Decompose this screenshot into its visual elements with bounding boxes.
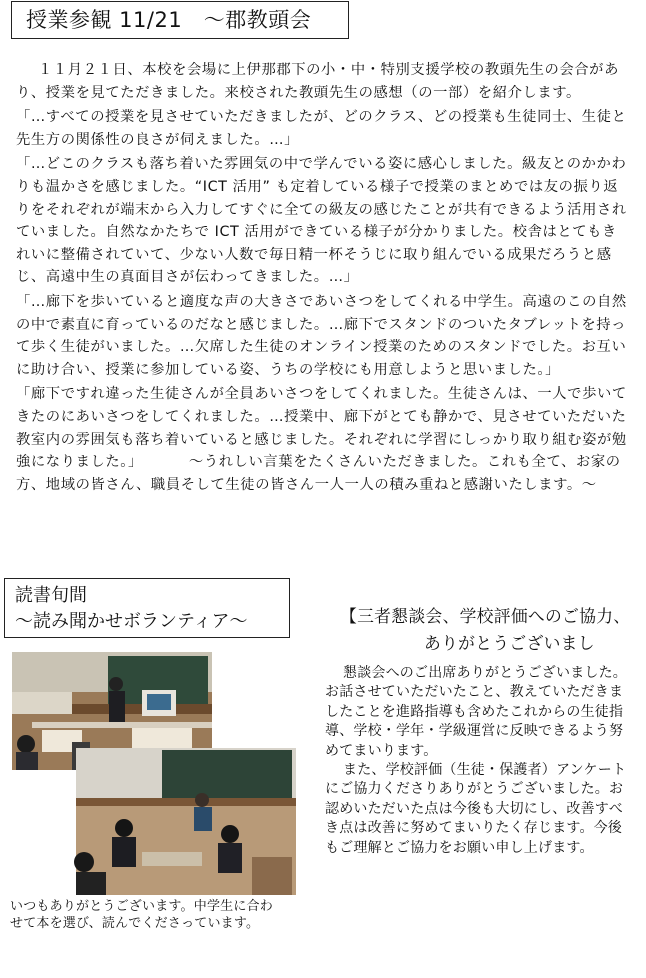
photo-bottom [74,748,296,895]
conference-body [325,664,631,858]
conference-paragraph-2: また、学校評価（生徒・保護者）アンケートにご協力くださりありがとうございました。お認めいただいた点は今後も大切にし、改善すべき点は改善に努めてまいりたく存じます。今後もご理解とご協力をお願い申し上げます。 [325,762,627,856]
conference-heading [340,603,640,657]
article-quote-4: 「廊下ですれ違った生徒さんが全員あいさつをしてくれました。生徒さんは、一人で歩いてきたのにあいさつをしてくれました。…授業中、廊下がとても静かで、見させていただいた教室内の雰囲気も落ち着いていると感じました。それぞれに学習にしっかり取り組む姿が勉強になりました。」 [16,386,627,471]
conference-heading-line-2: ありがとうございまし [424,633,595,653]
reading-section-box [4,578,290,638]
article-quote-1: 「…すべての授業を見させていただきましたが、どのクラス、どの授業も生徒同士、生徒と先生方の関係性の良さが伺えました。…」 [16,109,627,148]
article-quote-2: 「…どこのクラスも落ち着いた雰囲気の中で学んでいる姿に感心しました。級友とのかかわりも温かさを感じました。“ICT 活用” も定着している様子で授業のまとめでは友の振り返りをそれぞれが端末から入力してすぐに全ての級友の感じたことが共有できるよう活用されていました。自然なかたちで ICT 活用ができている様子が分かりました。校舎はとてもきれいに整備されていて、少ない人数で毎日精一杯そうじに取り組んでいる成果だろうと感じ、高遠中生の真面目さが伝わってきました。…」 [16,156,627,286]
conference-paragraph-1: 懇談会へのご出席ありがとうございました。お話させていただいたこと、教えていただきましたことを進路指導も含めたこれからの生徒指導、学校・学年・学級運営に反映できるよう努めてまいります。 [325,665,627,759]
reading-section-title: 読書旬間 [15,585,87,606]
article-quote-3: 「…廊下を歩いていると適度な声の大きさであいさつをしてくれる中学生。高遠のこの自然の中で素直に育っているのだなと感じました。…廊下でスタンドのついたタブレットを持って歩く生徒がいました。…欠席した生徒のオンライン授業のためのスタンドでした。お互いに助け合い、授業に参加している姿、うちの学校にも用意しようと思いました。」 [16,293,627,378]
reading-volunteer-photo [12,652,296,895]
page-title: 授業参観 11/21 ～郡教頭会 [11,1,349,39]
conference-heading-line-1: 【三者懇談会、学校評価へのご協力、 [340,606,631,626]
reading-section-subtitle: ～読み聞かせボランティア～ [15,611,248,632]
article-quote-4-with-closing [16,383,628,496]
visit-article [16,59,628,496]
article-closing: ～うれしい言葉をたくさんいただきました。これも全て、お家の方、地域の皆さん、職員そして生徒の皆さん一人一人の積み重ねと感謝いたします。～ [16,454,621,493]
article-intro: １１月２１日、本校を会場に上伊那郡下の小・中・特別支援学校の教頭先生の会合があり、授業を見てただきました。来校された教頭先生の感想（の一部）を紹介します。 [16,62,619,101]
photo-caption: いつもありがとうございます。中学生に合わせて本を選び、読んでくださっています。 [10,899,273,931]
